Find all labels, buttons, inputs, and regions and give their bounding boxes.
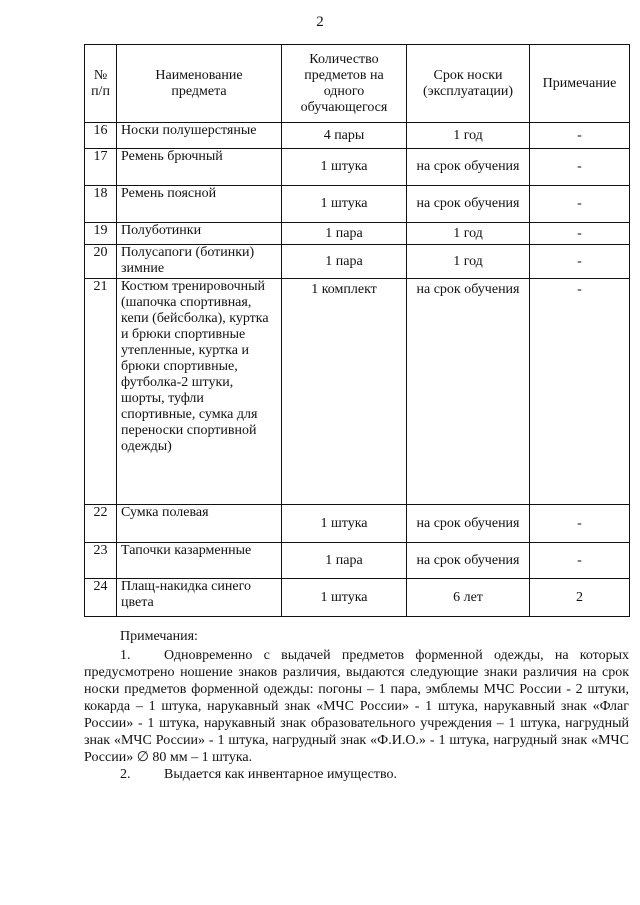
item-name: Полусапоги (ботинки) зимние [117,245,282,279]
uniform-items-table [84,44,630,617]
item-name: Сумка полевая [117,505,282,543]
item-name: Плащ-накидка синего цвета [117,579,282,617]
item-quantity: 1 пара [282,543,407,579]
header-cell: Срок носки (эксплуатации) [407,45,530,123]
note-text: Одновременно с выдачей предметов форменной одежды, на которых предусмотрено ношение знаков различия, выдаются следующие знаки различия на срок носки предметов форменной одежды: погоны – 1 пара, эмблемы МЧС России - 2 штуки, кокарда – 1 штука, нарукавный знак «МЧС России» - 1 штука, нарукавный знак «Флаг России» - 1 штука, нарукавный знак образовательного учреждения – 1 штука, нагрудный знак «МЧС России» - 1 штука, нагрудный знак «Ф.И.О.» - 1 штука, нагрудный знак «МЧС России» ∅ 80 мм – 1 штука. [84,648,629,765]
item-note: - [530,186,630,223]
item-term: на срок обучения [407,279,530,505]
item-term: на срок обучения [407,505,530,543]
item-quantity: 1 штука [282,149,407,186]
row-number: 21 [85,279,117,505]
item-quantity: 1 пара [282,245,407,279]
item-term: 6 лет [407,579,530,617]
item-note: - [530,223,630,245]
item-name: Костюм тренировочный (шапочка спортивная, кепи (бейсболка), куртка и брюки спортивные утепленные, куртка и брюки спортивные, футболка-2 штуки, шорты, туфли спортивные, сумка для переноски спортивной одежды) [117,279,282,505]
row-number: 16 [85,123,117,149]
table-header-row [85,45,630,123]
table-row [85,505,630,543]
item-note: - [530,505,630,543]
item-note: 2 [530,579,630,617]
notes-section [84,628,629,783]
table-row [85,123,630,149]
item-quantity: 1 штука [282,579,407,617]
note-item [84,766,629,783]
row-number: 23 [85,543,117,579]
note-number: 1. [120,648,131,663]
item-name: Полуботинки [117,223,282,245]
note-item [84,647,629,766]
item-name: Ремень поясной [117,186,282,223]
item-name: Тапочки казарменные [117,543,282,579]
header-cell: Примечание [530,45,630,123]
item-term: 1 год [407,245,530,279]
table-row [85,245,630,279]
item-term: 1 год [407,223,530,245]
header-cell: № п/п [85,45,117,123]
item-quantity: 4 пары [282,123,407,149]
item-quantity: 1 штука [282,186,407,223]
item-name: Носки полушерстяные [117,123,282,149]
table-row [85,149,630,186]
item-note: - [530,149,630,186]
table-row [85,543,630,579]
item-note: - [530,543,630,579]
table-row [85,279,630,505]
item-note: - [530,279,630,505]
header-cell: Наименование предмета [117,45,282,123]
item-note: - [530,123,630,149]
note-text: Выдается как инвентарное имущество. [164,767,397,782]
table-row [85,223,630,245]
item-quantity: 1 комплект [282,279,407,505]
item-note: - [530,245,630,279]
row-number: 20 [85,245,117,279]
item-term: 1 год [407,123,530,149]
row-number: 19 [85,223,117,245]
notes-title: Примечания: [120,629,198,644]
row-number: 24 [85,579,117,617]
note-number: 2. [120,767,131,782]
page-number: 2 [316,14,324,30]
row-number: 22 [85,505,117,543]
table-row [85,186,630,223]
item-quantity: 1 штука [282,505,407,543]
item-term: на срок обучения [407,543,530,579]
header-cell: Количество предметов на одного обучающегося [282,45,407,123]
row-number: 18 [85,186,117,223]
item-term: на срок обучения [407,186,530,223]
item-name: Ремень брючный [117,149,282,186]
table-row [85,579,630,617]
row-number: 17 [85,149,117,186]
item-quantity: 1 пара [282,223,407,245]
item-term: на срок обучения [407,149,530,186]
